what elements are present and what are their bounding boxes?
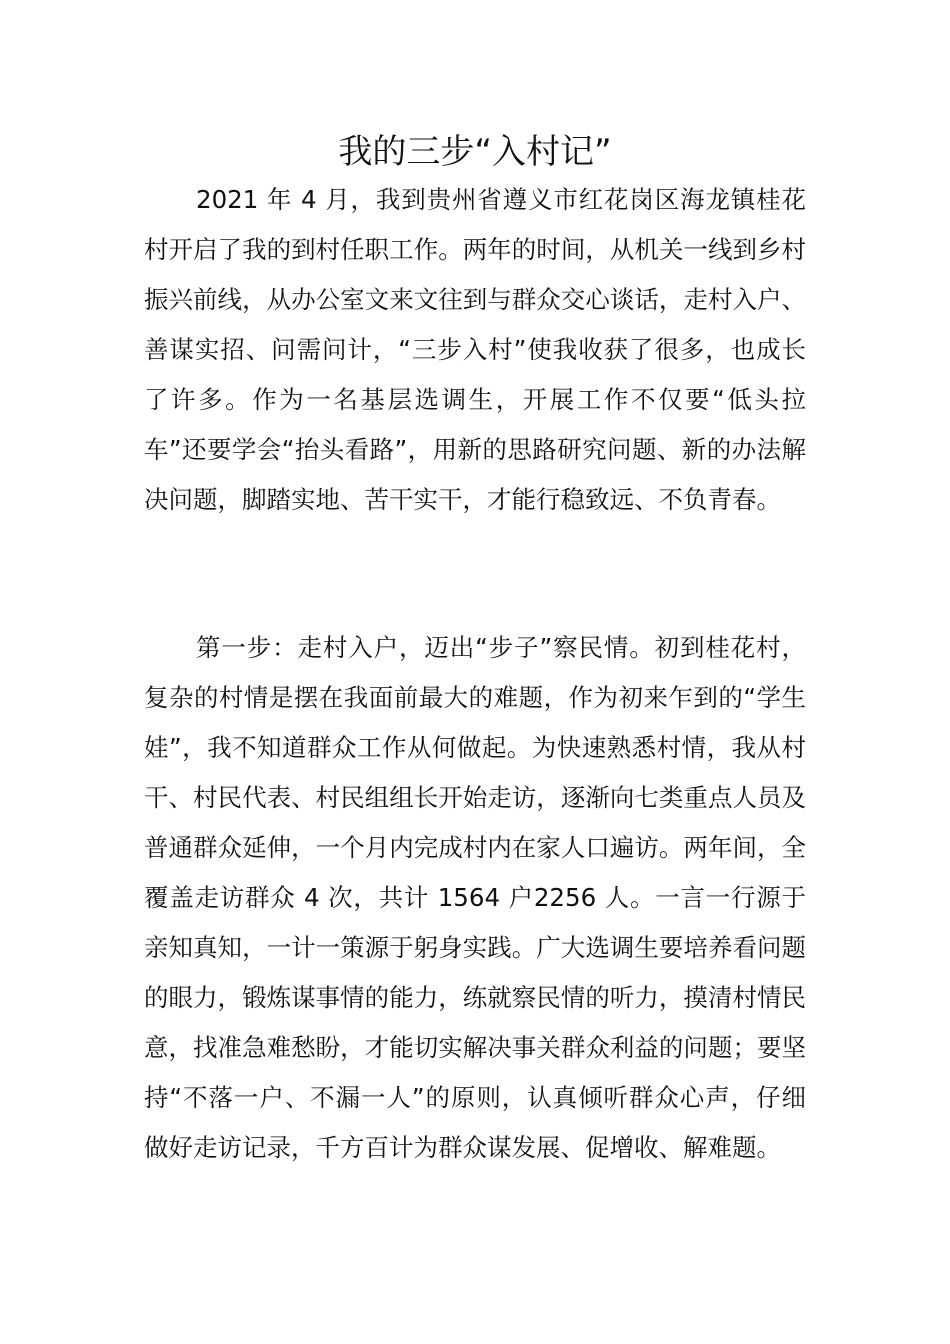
paragraph-step-one: 第一步：走村入户，迈出“步子”察民情。初到桂花村，复杂的村情是摆在我面前最大的难题，作为初来乍到的“学生娃”，我不知道群众工作从何做起。为快速熟悉村情，我从村干、村民代表、村民组组长开始走访，逐渐向七类重点人员及普通群众延伸，一个月内完成村内在家人口遍访。两年间，全覆盖走访群众 4 次，共计 1564 户2256 人。一言一行源于亲知真知，一计一策源于躬身实践。广大选调生要培养看问题的眼力，锻炼谋事情的能力，练就察民情的听力，摸清村情民意，找准急难愁盼，才能切实解决事关群众利益的问题；要坚持“不落一户、不漏一人”的原则，认真倾听群众心声，仔细做好走访记录，千方百计为群众谋发展、促增收、解难题。 <box>144 633 806 1162</box>
paragraph-intro: 2021 年 4 月，我到贵州省遵义市红花岗区海龙镇桂花村开启了我的到村任职工作。两年的时间，从机关一线到乡村振兴前线，从办公室文来文往到与群众交心谈话，走村入户、善谋实招、问需问计，“三步入村”使我收获了很多，也成长了许多。作为一名基层选调生，开展工作不仅要“低头拉车”还要学会“抬头看路”，用新的思路研究问题、新的办法解决问题，脚踏实地、苦干实干，才能行稳致远、不负青春。 <box>144 185 806 514</box>
document-title: 我的三步“入村记” <box>338 132 612 172</box>
